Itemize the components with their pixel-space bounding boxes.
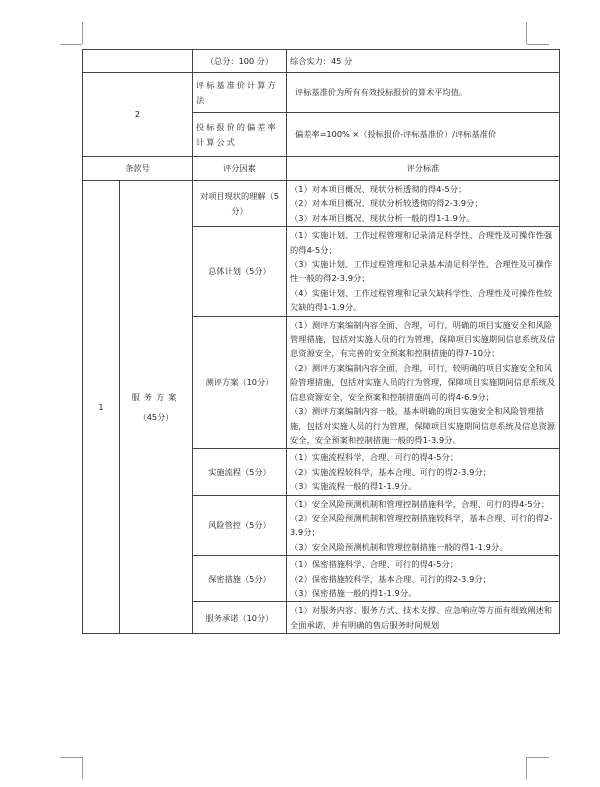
criterion: （1）实施计划、工作过程管理和记录清足科学性、合理性及可操作性强的得4-5分； [290, 230, 553, 255]
crop-mark-top-left [82, 22, 83, 44]
header-factor: 评分因素 [193, 157, 287, 181]
criterion: （1）保密措施科学、合理、可行的得4-5分； [290, 559, 459, 570]
factor-name: 总体计划（5分） [193, 227, 287, 316]
empty-cell [83, 50, 193, 73]
section-group [120, 181, 193, 634]
crop-mark-bottom-left [82, 757, 83, 779]
factor-name: 对项目现状的理解（5分） [193, 181, 287, 227]
crop-mark-top-right [526, 22, 527, 44]
factor-criteria [287, 181, 560, 227]
section-number: 1 [83, 181, 120, 634]
factor-name: 保密措施（5分） [193, 556, 287, 602]
total-score-value: 综合实力：45 分 [287, 50, 560, 73]
base-price-row [83, 73, 560, 113]
total-score-row [83, 50, 560, 73]
criterion: （4）实施计划、工作过程管理和记录欠缺科学性、合理性及可操作性较欠缺的得1-1.9分。 [290, 287, 553, 313]
table-row [83, 181, 560, 227]
criterion: （2）安全风险预测机制和管理控制措施较科学，基本合理、可行的得2-3.9分； [290, 512, 553, 538]
criterion: （2）实施流程较科学，基本合理、可行的得2-3.9分； [290, 466, 492, 477]
criterion: （3）对本项目概况、现状分析一般的得1-1.9分。 [290, 212, 475, 223]
total-score-label: （总分：100 分） [193, 50, 287, 73]
factor-criteria [287, 316, 560, 449]
criterion: （1）测评方案编制内容全面、合理，可行，明确的项目实施安全和风险管理措施，包括对实施人员的行为管理，保障项目实施期间信息系统及信息资源安全，有完善的安全预案和控制措施的得7-10分； [290, 319, 556, 359]
criterion: （3）安全风险预测机制和管理控制措施一般的得1-1.9分。 [290, 541, 508, 552]
factor-criteria [287, 449, 560, 495]
crop-mark-top-left-h [60, 44, 82, 45]
criterion: （3）实施流程一般的得1-1.9分。 [290, 481, 417, 492]
group-label: 服务方案 [131, 391, 181, 402]
criterion: （3）测评方案编制内容一般，基本明确的项目实施安全和风险管理措施，包括对实施人员的行为管理，保障项目实施期间信息系统及信息资源安全，安全预案和控制措施一般的得1-3.9分。 [290, 406, 556, 445]
factor-name: 服务承诺（10分） [193, 602, 287, 634]
criterion: （1）对服务内容、服务方式、技术支撑、应急响应等方面有细致阐述和全面承诺，并有明确的售后服务时间规划 [290, 605, 553, 630]
deviation-formula-text: 偏差率=100% ×（投标报价-评标基准价）/评标基准价 [287, 113, 560, 157]
criterion: （3）实施计划、工作过程管理和记录基本清足科学性、合理性及可操作性一般的得2-3.9分； [290, 259, 553, 284]
criterion: （2）测评方案编制内容全面、合理，可行，较明确的项目实施安全和风险管理措施，包括对实施人员的行为管理，保障项目实施期间信息系统及信息资源安全，安全预案和控制措施尚可的得4-6.9分； [290, 362, 556, 402]
factor-name: 风险管控（5分） [193, 495, 287, 556]
factor-criteria [287, 495, 560, 556]
criterion: （1）实施流程科学，合理、可行的得4-5分； [290, 452, 459, 463]
crop-mark-top-right-h [527, 44, 549, 45]
factor-criteria [287, 227, 560, 316]
factor-criteria [287, 556, 560, 602]
criterion: （2）保密措施较科学，基本合理、可行的得2-3.9分； [290, 573, 492, 584]
crop-mark-bottom-right [526, 757, 527, 779]
crop-mark-bottom-right-h [527, 757, 549, 758]
group-score: （45分） [138, 412, 174, 423]
scoring-table [82, 49, 560, 634]
header-standard: 评分标准 [287, 157, 560, 181]
crop-mark-bottom-left-h [60, 757, 82, 758]
criterion: （1）安全风险预测机制和管理控制措施科学，合理、可行的得4-5分； [290, 498, 550, 509]
header-clause: 条款号 [83, 157, 193, 181]
factor-criteria [287, 602, 560, 634]
criterion: （2）对本项目概况、现状分析较透彻的得2-3.9分； [290, 198, 483, 209]
row-number-2: 2 [83, 73, 193, 157]
factor-name: 测评方案（10分） [193, 316, 287, 449]
table-header-row [83, 157, 560, 181]
criterion: （1）对本项目概况、现状分析透彻的得4-5分； [290, 184, 467, 194]
base-price-method-text: 评标基准价为所有有效投标报价的算术平均值。 [287, 73, 560, 113]
criterion: （3）保密措施一般的得1-1.9分。 [290, 587, 417, 598]
factor-name: 实施流程（5分） [193, 449, 287, 495]
base-price-method-label: 评标基准价计算方法 [193, 73, 287, 113]
deviation-formula-label: 投标报价的偏差率计算公式 [193, 113, 287, 157]
